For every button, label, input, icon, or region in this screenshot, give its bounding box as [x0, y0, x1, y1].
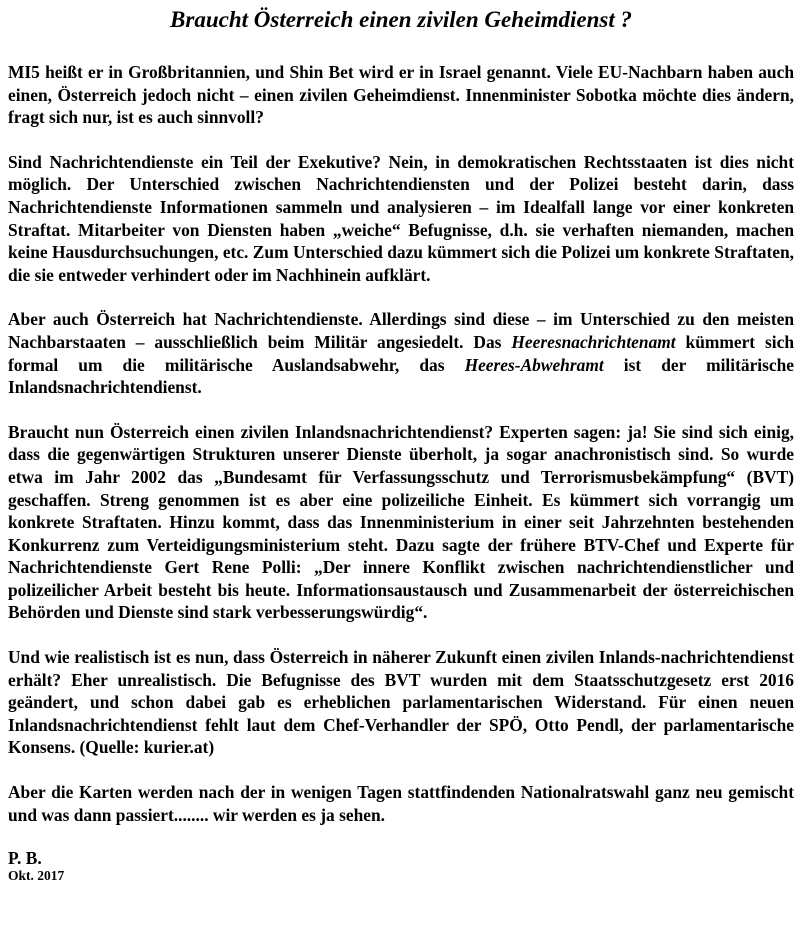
heeresnachrichtenamt-term: Heeresnachrichtenamt	[511, 331, 676, 352]
article-date: Okt. 2017	[8, 868, 65, 884]
paragraph-military-text-c: kümmert sich formal um die militärische Auslandsabwehr, das	[8, 331, 794, 375]
article-title: Braucht Österreich einen zivilen Geheimdienst ?	[170, 7, 632, 32]
paragraph-military-services	[8, 308, 794, 398]
paragraph-outlook: Aber die Karten werden nach der in wenigen Tagen stattfindenden Nationalratswahl ganz neu gemischt und was dann passiert........ wir werden es ja sehen.	[8, 782, 794, 825]
paragraph-realism: Und wie realistisch ist es nun, dass Österreich in näherer Zukunft einen zivilen Inlands-nachrichtendienst erhält? Eher unrealistisch. Die Befugnisse des BVT wurden mit dem Staatsschutzgesetz erst 2016 geändert, und schon dabei gab es erheblichen parlamentarischen Widerstand. Für einen neuen Inlandsnachrichtendienst fehlt laut dem Chef-Verhandler der SPÖ, Otto Pendl, der parlamentarische Konsens. (Quelle: kurier.at)	[8, 647, 794, 758]
paragraph-intro: MI5 heißt er in Großbritannien, und Shin Bet wird er in Israel genannt. Viele EU-Nachbarn haben auch einen, Österreich jedoch nicht – einen zivilen Geheimdienst. Innenminister Sobotka möchte dies ändern, fragt sich nur, ist es auch sinnvoll?	[8, 62, 794, 128]
author-signature: P. B.	[8, 848, 42, 869]
paragraph-executive: Sind Nachrichtendienste ein Teil der Exekutive? Nein, in demokratischen Rechtsstaaten ist dies nicht möglich. Der Unterschied zwischen Nachrichtendiensten und der Polizei besteht darin, dass Nachrichtendienste Informationen sammeln und analysieren – im Idealfall lange vor einer konkreten Straftat. Mitarbeiter von Diensten haben „weiche“ Befugnisse, d.h. sie verhaften niemanden, machen keine Hausdurchsuchungen, etc. Zum Unterschied dazu kümmert sich die Polizei um konkrete Straftaten, die sie entweder verhindert oder im Nachhinein aufklärt.	[8, 151, 794, 285]
paragraph-civil-service: Braucht nun Österreich einen zivilen Inlandsnachrichtendienst? Experten sagen: ja! Sie sind sich einig, dass die gegenwärtigen Strukturen unserer Dienste überholt, ja sogar anachronistisch sind. So wurde etwa im Jahr 2002 das „Bundesamt für Verfassungsschutz und Terrorismusbekämpfung“ (BVT) geschaffen. Streng genommen ist es aber eine polizeiliche Einheit. Es kümmert sich vorrangig um konkrete Straftaten. Hinzu kommt, dass das Innenministerium in einer seit Jahrzehnten bestehenden Konkurrenz zum Verteidigungsministerium steht. Dazu sagte der frühere BTV-Chef und Experte für Nachrichtendienste Gert Rene Polli: „Der innere Konflikt zwischen nachrichtendienstlicher und polizeilicher Arbeit besteht bis heute. Informationsaustausch und Zusammenarbeit der österreichischen Behörden und Dienste sind stark verbesserungswürdig“.	[8, 421, 794, 623]
heeres-abwehramt-term: Heeres-Abwehramt	[464, 354, 604, 375]
paragraph-military-text-e: ist der militärische Inlandsnachrichtendienst.	[8, 354, 794, 398]
paragraph-military-text-a: Aber auch Österreich hat Nachrichtendienste. Allerdings sind diese – im Unterschied zu den meisten Nachbarstaaten – ausschließlich beim Militär angesiedelt. Das	[8, 309, 794, 352]
